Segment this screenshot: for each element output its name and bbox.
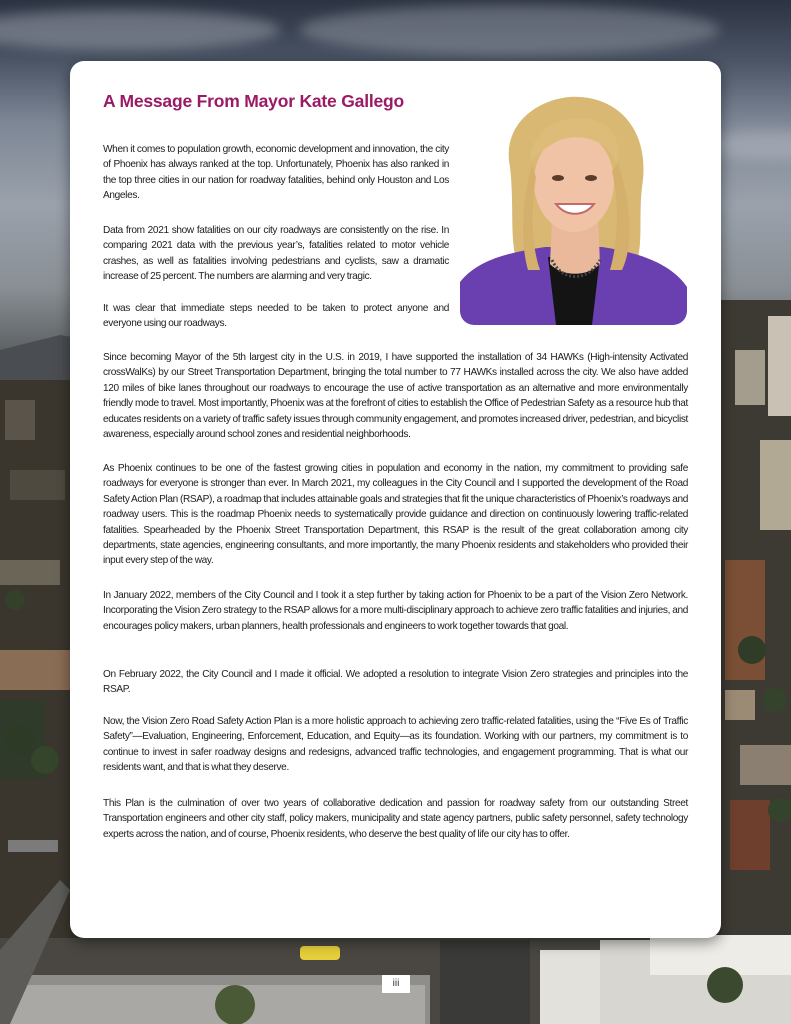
paragraph-1: When it comes to population growth, economic development and innovation, the city of Phoenix has always ranked at the top. Unfortunately, Phoenix has also ranked in the top three cities in our nation for roadway fatalities, behind only Houston and Los Angeles. [103,144,449,202]
paragraph-6: In January 2022, members of the City Council and I took it a step further by taking action for Phoenix to be a part of the Vision Zero Network. Incorporating the Vision Zero strategy to the RSAP allows for a more multi-disciplinary approach to achieve zero traffic fatalities and injuries, and encourages policy makers, urban planners, health professionals and engineers to work together towards that goal. [103,590,688,632]
mayor-portrait-photo [460,92,687,325]
paragraph-2: Data from 2021 show fatalities on our city roadways are consistently on the rise. In comparing 2021 data with the previous year’s, fatalities related to motor vehicle crashes, as well as fatalities involving pedestrians and cyclists, saw a dramatic increase of 25 percent. The numbers are alarming and very tragic. [103,225,449,283]
paragraph-3: It was clear that immediate steps needed to be taken to protect anyone and everyone using our roadways. [103,303,449,330]
message-card [70,61,721,938]
page-title: A Message From Mayor Kate Gallego [103,91,405,111]
paragraph-7: On February 2022, the City Council and I made it official. We adopted a resolution to integrate Vision Zero strategies and principles into the RSAP. [103,669,688,696]
paragraph-8: Now, the Vision Zero Road Safety Action Plan is a more holistic approach to achieving zero traffic-related fatalities, using the “Five Es of Traffic Safety”—Evaluation, Engineering, Enforcement, Education, and Equity—as its foundation. Working with our partners, my commitment is to continue to invest in safer roadway designs and redesigns, advanced traffic technologies, and engagement programming. That is what our residents want, and that is what they deserve. [103,716,688,774]
paragraph-4: Since becoming Mayor of the 5th largest city in the U.S. in 2019, I have supported the installation of 34 HAWKs (High-intensity Activated crossWalKs) by our Street Transportation Department, bringing the total number to 77 HAWKs installed across the city. We also have added 120 miles of bike lanes throughout our roadways to encourage the use of active transportation as an alternative and more environmentally friendly mode to travel. Most importantly, Phoenix was at the forefront of cities to establish the Office of Pedestrian Safety as a resource hub that educates residents on a variety of traffic safety issues through community engagement, and promotes increased driver, pedestrian, and bicyclist awareness, especially around school zones and residential neighborhoods. [103,352,688,441]
paragraph-5: As Phoenix continues to be one of the fastest growing cities in population and economy in the nation, my commitment to providing safe roadways for everyone is stronger than ever. In March 2021, my colleagues in the City Council and I supported the development of the Road Safety Action Plan (RSAP), a roadmap that includes attainable goals and strategies that fit the unique characteristics of Phoenix’s roadways and roadway users. This is the roadmap Phoenix needs to systematically provide guidance and direction on continuously lowering traffic-related fatalities. Spearheaded by the Phoenix Street Transportation Department, this RSAP is the result of the great collaboration among city departments, state agencies, engineering consultants, and more importantly, the many Phoenix residents and stakeholders who provided their input every step of the way. [103,463,688,567]
paragraph-9: This Plan is the culmination of over two years of collaborative dedication and passion for roadway safety from our outstanding Street Transportation engineers and other city staff, policy makers, municipality and state agency partners, public safety personnel, safety technology experts across the nation, and of course, Phoenix residents, who deserve the best quality of life our city has to offer. [103,798,688,840]
page-number: iii [382,975,410,993]
